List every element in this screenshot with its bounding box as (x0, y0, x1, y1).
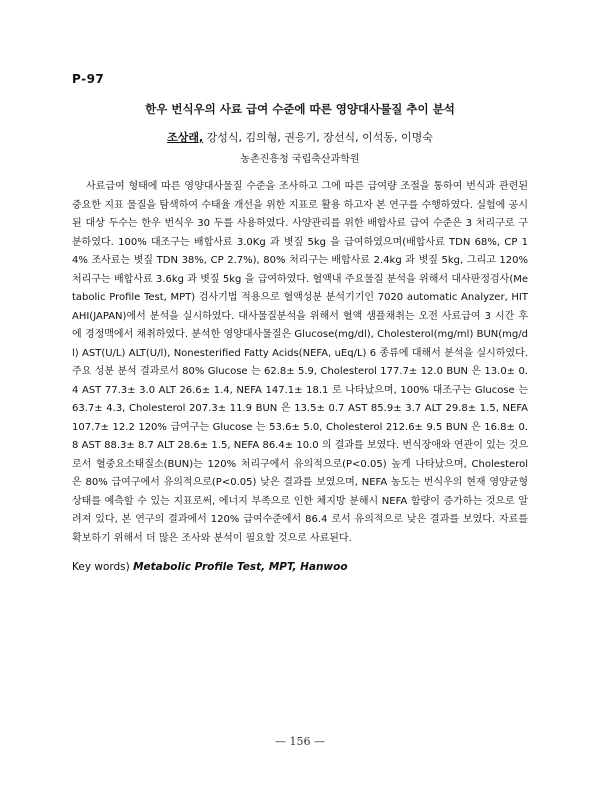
page-number: — 156 — (275, 735, 325, 748)
keywords-line (72, 561, 528, 573)
affiliation: 농촌진흥청 국립축산과학원 (240, 154, 360, 165)
keywords-label: Key words) (72, 561, 130, 573)
presenting-author: 조상래, (167, 131, 204, 144)
co-authors: 강성식, 김의형, 권응기, 장선식, 이석동, 이명숙 (203, 131, 433, 144)
keywords-text: Metabolic Profile Test, MPT, Hanwoo (133, 561, 348, 573)
poster-code: P-97 (72, 72, 105, 86)
author-list (60, 129, 540, 145)
abstract-body: 사료급여 형태에 따른 영양대사물질 수준을 조사하고 그에 따른 급여량 조절을 통하여 번식과 관련된 중요한 지표 물질을 탐색하여 수태율 개선을 위한 지표로 활용 하고자 본 연구를 수행하였다. 실험에 공시된 대상 두수는 한우 번식우 30 두를 사용하였다. 사양관리를 위한 배합사료 급여 수준은 3 처리구로 구분하였다. 100% 대조구는 배합사료 3.0Kg 과 볏짚 5kg 을 급여하였으며(배합사료 TDN 68%, CP 14% 조사료는 볏짚 TDN 38%, CP 2.7%), 80% 처리구는 배합사료 2.4kg 과 볏짚 5kg, 그리고 120% 처리구는 배합사료 3.6kg 과 볏짚 5kg 을 급여하였다. 혈액내 주요물질 분석을 위해서 대사판정검사(Metabolic Profile Test, MPT) 검사기법 적용으로 혈액성분 분석기기인 7020 automatic Analyzer, HITAHI(JAPAN)에서 분석을 실시하였다. 대사물질분석을 위해서 혈액 샘플채취는 오전 사료급여 3 시간 후에 경정맥에서 채취하였다. 분석한 영양대사물질은 Glucose(mg/dl), Cholesterol(mg/ml) BUN(mg/dl) AST(U/L) ALT(U/l), Nonesterified Fatty Acids(NEFA, uEq/L) 6 종류에 대해서 분석을 실시하였다. 주요 성분 분석 결과로서 80% Glucose 는 62.8± 5.9, Cholesterol 177.7± 12.0 BUN 은 13.0± 0.4 AST 77.3± 3.0 ALT 26.6± 1.4, NEFA 147.1± 18.1 로 나타났으며, 100% 대조구는 Glucose 는 63.7± 4.3, Cholesterol 207.3± 11.9 BUN 은 13.5± 0.7 AST 85.9± 3.7 ALT 29.8± 1.5, NEFA 107.7± 12.2 120% 급여구는 Glucose 는 53.6± 5.0, Cholesterol 212.6± 9.5 BUN 은 16.8± 0.8 AST 88.3± 8.7 ALT 28.6± 1.5, NEFA 86.4± 10.0 의 결과를 보였다. 번식장애와 연관이 있는 것으로서 혈중요소태질소(BUN)는 120% 처리구에서 유의적으로(P<0.05) 높게 나타났으며, Cholesterol 은 80% 급여구에서 유의적으로(P<0.05) 낮은 결과를 보였으며, NEFA 농도는 번식우의 현재 영양균형 상태를 예측할 수 있는 지표로써, 에너지 부족으로 인한 체지방 분해시 NEFA 함량이 증가하는 것으로 알려져 있다, 본 연구의 결과에서 120% 급여수준에서 86.4 로서 유의적으로 낮은 결과를 보였다. 자료를 확보하기 위해서 더 많은 조사와 분석이 필요할 것으로 사료된다. (72, 181, 528, 544)
paper-title: 한우 번식우의 사료 급여 수준에 따른 영양대사물질 추이 분석 (145, 102, 455, 116)
